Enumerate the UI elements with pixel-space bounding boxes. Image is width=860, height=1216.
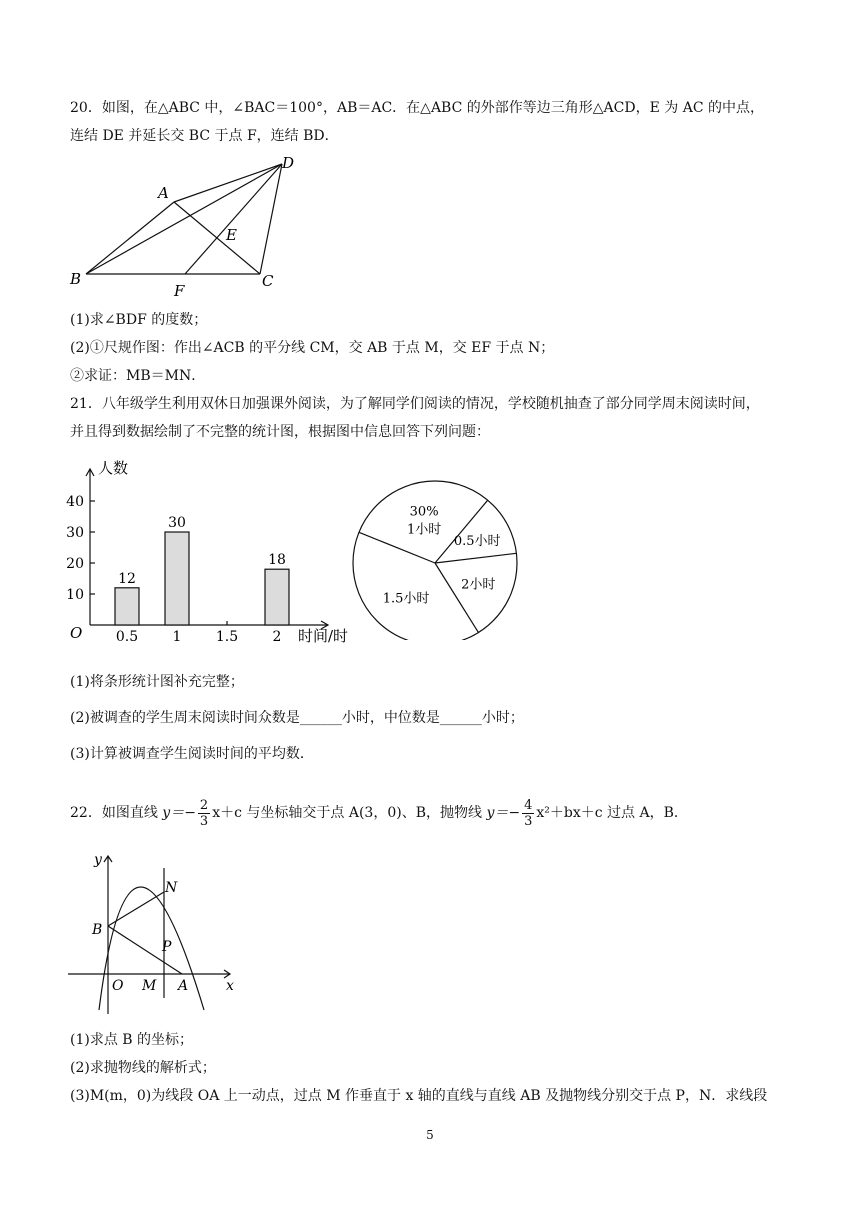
bar-y-axis-label: 人数: [98, 459, 129, 477]
q22-eq1-num: 2: [199, 797, 209, 813]
pie-slice-label: 1小时: [406, 522, 442, 538]
q22-eq1-den: 3: [199, 813, 209, 829]
bar-x-tick-label: 1: [172, 629, 182, 645]
label-A: A: [158, 184, 169, 202]
parabola-figure: [62, 848, 247, 1018]
q20-line2: 连结 DE 并延长交 BC 于点 F，连结 BD．: [70, 128, 339, 144]
q22-part2: (2)求抛物线的解析式；: [70, 1060, 216, 1076]
pie-slice-label: 2小时: [461, 577, 496, 593]
segment-BN: [108, 892, 164, 926]
q22-eq1-fraction: [198, 798, 210, 829]
page-number: 5: [426, 1128, 434, 1142]
q22-eq2-pre: y＝−: [486, 805, 521, 821]
label-A: A: [178, 978, 189, 994]
q22-eq2-post: x²＋bx＋c 过点 A，B．: [536, 805, 688, 821]
q21-line1: 21．八年级学生利用双休日加强课外阅读，为了解同学们阅读的情况，学校随机抽查了部分同学周末阅读时间，: [70, 396, 760, 412]
q22-eq2-fraction: [522, 798, 534, 829]
label-F: F: [174, 282, 185, 300]
bar-origin-label: O: [70, 624, 83, 642]
label-M: M: [142, 978, 157, 994]
label-y: y: [94, 852, 102, 868]
pie-slice-label: 0.5小时: [453, 534, 501, 550]
bar-1: [165, 532, 189, 625]
q22-part3: (3)M(m，0)为线段 OA 上一动点，过点 M 作垂直于 x 轴的直线与直线 AB 及抛物线分别交于点 P，N．求线段: [70, 1088, 768, 1104]
bar-0.5: [115, 588, 139, 625]
label-B: B: [70, 270, 82, 288]
bar-value-label: 30: [168, 515, 186, 531]
bar-chart: [60, 455, 360, 650]
q21-part1: (1)将条形统计图补充完整；: [70, 674, 244, 690]
q22-eq2-den: 3: [524, 813, 533, 829]
bar-y-tick-label: 10: [66, 587, 84, 603]
q22-eq2-num: 4: [524, 797, 533, 813]
label-B: B: [92, 922, 103, 938]
bar-x-tick-label: 1.5: [215, 629, 239, 645]
bar-y-tick-label: 30: [66, 525, 84, 541]
q20-part2b: ②求证：MB＝MN．: [70, 368, 206, 384]
label-P: P: [162, 939, 172, 955]
label-N: N: [165, 880, 178, 896]
q22-prefix: 22．如图直线: [70, 805, 158, 821]
q21-line2: 并且得到数据绘制了不完整的统计图，根据图中信息回答下列问题：: [70, 424, 490, 440]
q20-part1: (1)求∠BDF 的度数；: [70, 312, 208, 328]
q20-part2: (2)①尺规作图：作出∠ACB 的平分线 CM，交 AB 于点 M，交 EF 于点 N；: [70, 340, 555, 356]
label-O: O: [112, 978, 124, 994]
label-x: x: [226, 978, 234, 994]
label-D: D: [282, 154, 295, 172]
q20-line1: 20．如图，在△ABC 中，∠BAC＝100°，AB＝AC．在△ABC 的外部作等边三角形△ACD，E 为 AC 的中点，: [70, 100, 764, 116]
bar-value-label: 18: [268, 552, 286, 569]
bar-2: [265, 569, 289, 625]
q22-part1: (1)求点 B 的坐标；: [70, 1032, 194, 1048]
pie-slice-label: 1.5小时: [382, 591, 430, 607]
bar-y-tick-label: 20: [66, 556, 84, 572]
q21-part2: (2)被调查的学生周末阅读时间众数是______小时，中位数是______小时；: [70, 710, 524, 726]
bar-x-tick-label: 2: [272, 629, 282, 645]
q22-statement: [70, 796, 688, 830]
q22-eq1-post: x＋c 与坐标轴交于点 A(3，0)、B，抛物线: [212, 805, 482, 821]
bar-x-axis-label: 时间/时: [298, 627, 349, 645]
q22-eq1-pre: y＝−: [162, 805, 196, 821]
pie-chart: [348, 470, 533, 640]
bar-x-tick-label: 0.5: [115, 629, 139, 645]
bar-y-tick-label: 40: [66, 494, 84, 510]
pie-slice-percent: 30%: [409, 504, 439, 520]
q21-part3: (3)计算被调查学生阅读时间的平均数．: [70, 746, 314, 762]
label-E: E: [226, 226, 237, 244]
label-C: C: [262, 272, 274, 290]
bar-value-label: 12: [118, 570, 136, 587]
triangle-figure: [60, 150, 320, 300]
